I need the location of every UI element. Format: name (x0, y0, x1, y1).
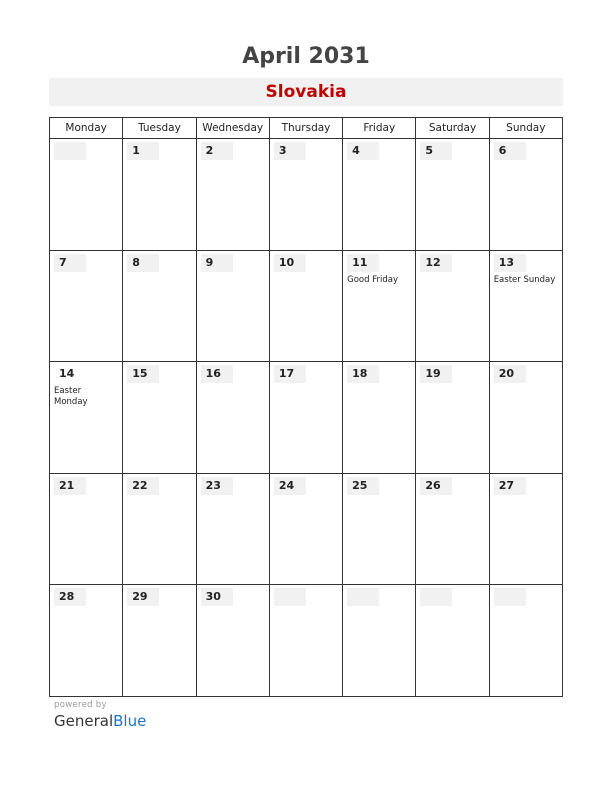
brand-logo[interactable] (54, 712, 146, 730)
day-cell (415, 139, 488, 250)
week-row (50, 362, 562, 474)
day-cell (489, 251, 562, 362)
day-cell (489, 474, 562, 585)
day-number: 8 (132, 255, 140, 269)
day-number-box (347, 588, 379, 606)
day-cell (415, 362, 488, 473)
week-row (50, 251, 562, 363)
country-name: Slovakia (265, 82, 347, 102)
day-cell (342, 362, 415, 473)
day-number: 7 (59, 255, 67, 269)
day-number: 2 (205, 144, 214, 157)
day-cell (122, 251, 195, 362)
day-number: 1 (132, 144, 140, 157)
day-cell (196, 362, 269, 473)
day-number: 20 (498, 367, 514, 381)
day-cell (122, 139, 195, 250)
country-banner (49, 78, 563, 106)
day-number: 14 (59, 367, 75, 381)
day-number: 28 (59, 590, 75, 604)
day-cell (342, 585, 415, 697)
weekday-header: Tuesday (122, 118, 195, 138)
day-cell (269, 362, 342, 473)
holiday-label: Good Friday (347, 274, 398, 285)
day-cell (196, 139, 269, 250)
day-cell (342, 251, 415, 362)
day-cell (196, 585, 269, 697)
week-row (50, 139, 562, 251)
day-number: 18 (352, 367, 368, 381)
day-cell (122, 362, 195, 473)
day-cell (122, 474, 195, 585)
day-number: 29 (132, 590, 148, 604)
day-number: 5 (425, 144, 434, 157)
day-cell (415, 251, 488, 362)
calendar-grid (49, 117, 563, 697)
day-number: 26 (425, 478, 441, 492)
day-cell (415, 585, 488, 697)
holiday-label: Easter Sunday (493, 274, 556, 285)
holiday-label: Easter Monday (54, 386, 88, 408)
week-row (50, 474, 562, 586)
day-number: 13 (498, 255, 514, 269)
brand-blue: Blue (113, 712, 147, 730)
powered-by-text: powered by (54, 700, 107, 710)
day-number: 25 (352, 478, 368, 492)
weekday-header: Thursday (269, 118, 342, 138)
day-number-box (54, 142, 86, 160)
day-number: 23 (205, 478, 221, 492)
day-number: 21 (59, 478, 75, 492)
day-cell (269, 585, 342, 697)
day-cell (269, 251, 342, 362)
day-number: 10 (278, 255, 295, 269)
day-number: 4 (352, 144, 360, 157)
day-cell (50, 585, 122, 697)
day-cell (269, 474, 342, 585)
day-cell (50, 362, 122, 473)
day-cell (50, 251, 122, 362)
footer-branding (54, 700, 146, 730)
day-number: 3 (278, 144, 287, 157)
day-number: 22 (132, 478, 148, 492)
day-cell (122, 585, 195, 697)
weekday-header: Monday (65, 122, 107, 134)
weekday-header: Friday (342, 118, 415, 138)
weekday-header: Sunday (489, 118, 562, 138)
day-number: 27 (498, 478, 514, 492)
day-number: 11 (352, 255, 368, 269)
day-cell (342, 139, 415, 250)
day-number: 19 (425, 367, 441, 381)
week-row (50, 585, 562, 697)
day-number: 17 (278, 367, 295, 381)
day-number-box (494, 588, 526, 606)
day-cell (196, 251, 269, 362)
day-number-box (420, 588, 452, 606)
calendar-title: April 2031 (242, 44, 370, 69)
weekday-header-row (50, 118, 562, 139)
day-number: 12 (425, 255, 441, 269)
day-number: 30 (205, 590, 221, 604)
day-number: 9 (205, 255, 214, 269)
day-cell (415, 474, 488, 585)
brand-general: General (54, 712, 114, 730)
day-cell (50, 474, 122, 585)
day-cell (489, 585, 562, 697)
day-number-box (274, 588, 306, 606)
weekday-header: Saturday (415, 118, 488, 138)
day-cell (196, 474, 269, 585)
day-cell (489, 362, 562, 473)
day-cell (489, 139, 562, 250)
day-cell (342, 474, 415, 585)
day-number: 6 (498, 144, 507, 157)
weekday-header: Wednesday (196, 118, 269, 138)
day-number: 24 (278, 478, 295, 492)
day-number: 15 (132, 367, 148, 381)
day-cell (50, 139, 122, 250)
day-cell (269, 139, 342, 250)
day-number: 16 (205, 367, 221, 381)
